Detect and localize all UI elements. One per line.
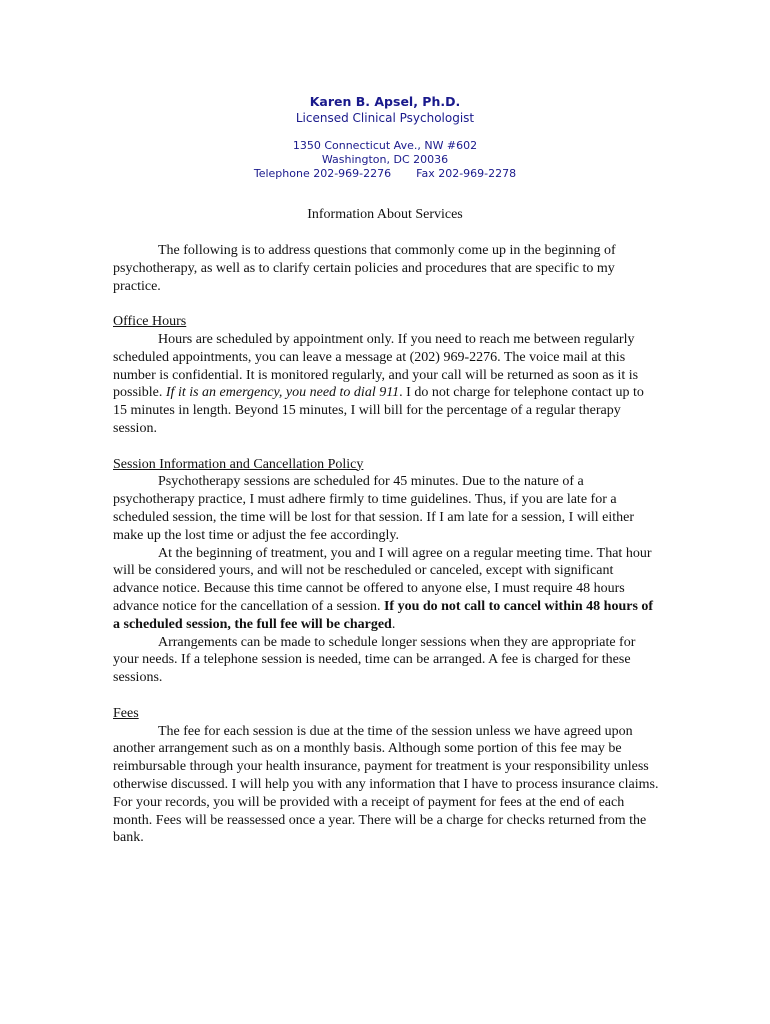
- fees-paragraph: The fee for each session is due at the time of the session unless we have agreed upon another arrangement such as on a monthly basis. Although some portion of this fee may be reimbursable through your health insurance, payment for treatment is your responsibility unless otherwise discussed. I will help you with any information that I have to process insurance claims. For your records, you will be provided with a receipt of payment for fees at the end of each month. Fees will be reassessed once a year. There will be a charge for checks returned from the bank.: [113, 723, 659, 846]
- longer-sessions-paragraph: Arrangements can be made to schedule longer sessions when they are appropriate for your needs. If a telephone session is needed, time can be arranged. A fee is charged for these sessions.: [113, 634, 636, 686]
- address-line-1: 1350 Connecticut Ave., NW #602: [292, 139, 478, 152]
- session-length-paragraph: Psychotherapy sessions are scheduled for 45 minutes. Due to the nature of a psychotherapy practice, I must adhere firmly to time guidelines. Thus, if you are late for a scheduled session, the time will be lost for that session. If I am late for a session, I will either make up the lost time or adjust the fee accordingly.: [113, 474, 634, 543]
- emergency-notice: If it is an emergency, you need to dial 911: [165, 385, 400, 401]
- cancellation-warning: If you do not call to cancel within 48 hours of a scheduled session, the full fee will be charged: [113, 598, 654, 632]
- document-title: Information About Services: [307, 207, 463, 222]
- letterhead-title: Licensed Clinical Psychologist: [295, 111, 475, 125]
- cancellation-paragraph: At the beginning of treatment, you and I will agree on a regular meeting time. That hour will be considered yours, and will not be rescheduled or canceled, except with significant advance notice. Because this time cannot be offered to anyone else, I must require 48 hours advance notice for the cancellation of a session. If you do not call to cancel within 48 hours of a scheduled session, the full fee will be charged.: [113, 545, 654, 632]
- telephone-number: Telephone 202-969-2276: [253, 167, 392, 180]
- letterhead: [0, 94, 770, 181]
- document-body: [113, 242, 661, 847]
- intro-paragraph: The following is to address questions that commonly come up in the beginning of psychotherapy, as well as to clarify certain policies and procedures that are specific to my practice.: [113, 243, 616, 294]
- fees-heading: Fees: [113, 705, 139, 721]
- session-policy-heading: Session Information and Cancellation Policy: [113, 456, 364, 472]
- fax-number: Fax 202-969-2278: [416, 167, 517, 180]
- office-hours-heading: Office Hours: [113, 314, 187, 330]
- contact-line: [0, 167, 770, 181]
- address-line-2: Washington, DC 20036: [321, 153, 449, 166]
- letterhead-name: Karen B. Apsel, Ph.D.: [309, 94, 461, 109]
- office-hours-paragraph: Hours are scheduled by appointment only. If you need to reach me between regularly scheduled appointments, you can leave a message at (202) 969-2276. The voice mail at this number is confidential. It is monitored regularly, and your call will be returned as soon as it is possible. If it is an emergency, you need to dial 911. I do not charge for telephone contact up to 15 minutes in length. Beyond 15 minutes, I will bill for the percentage of a regular therapy session.: [113, 331, 644, 436]
